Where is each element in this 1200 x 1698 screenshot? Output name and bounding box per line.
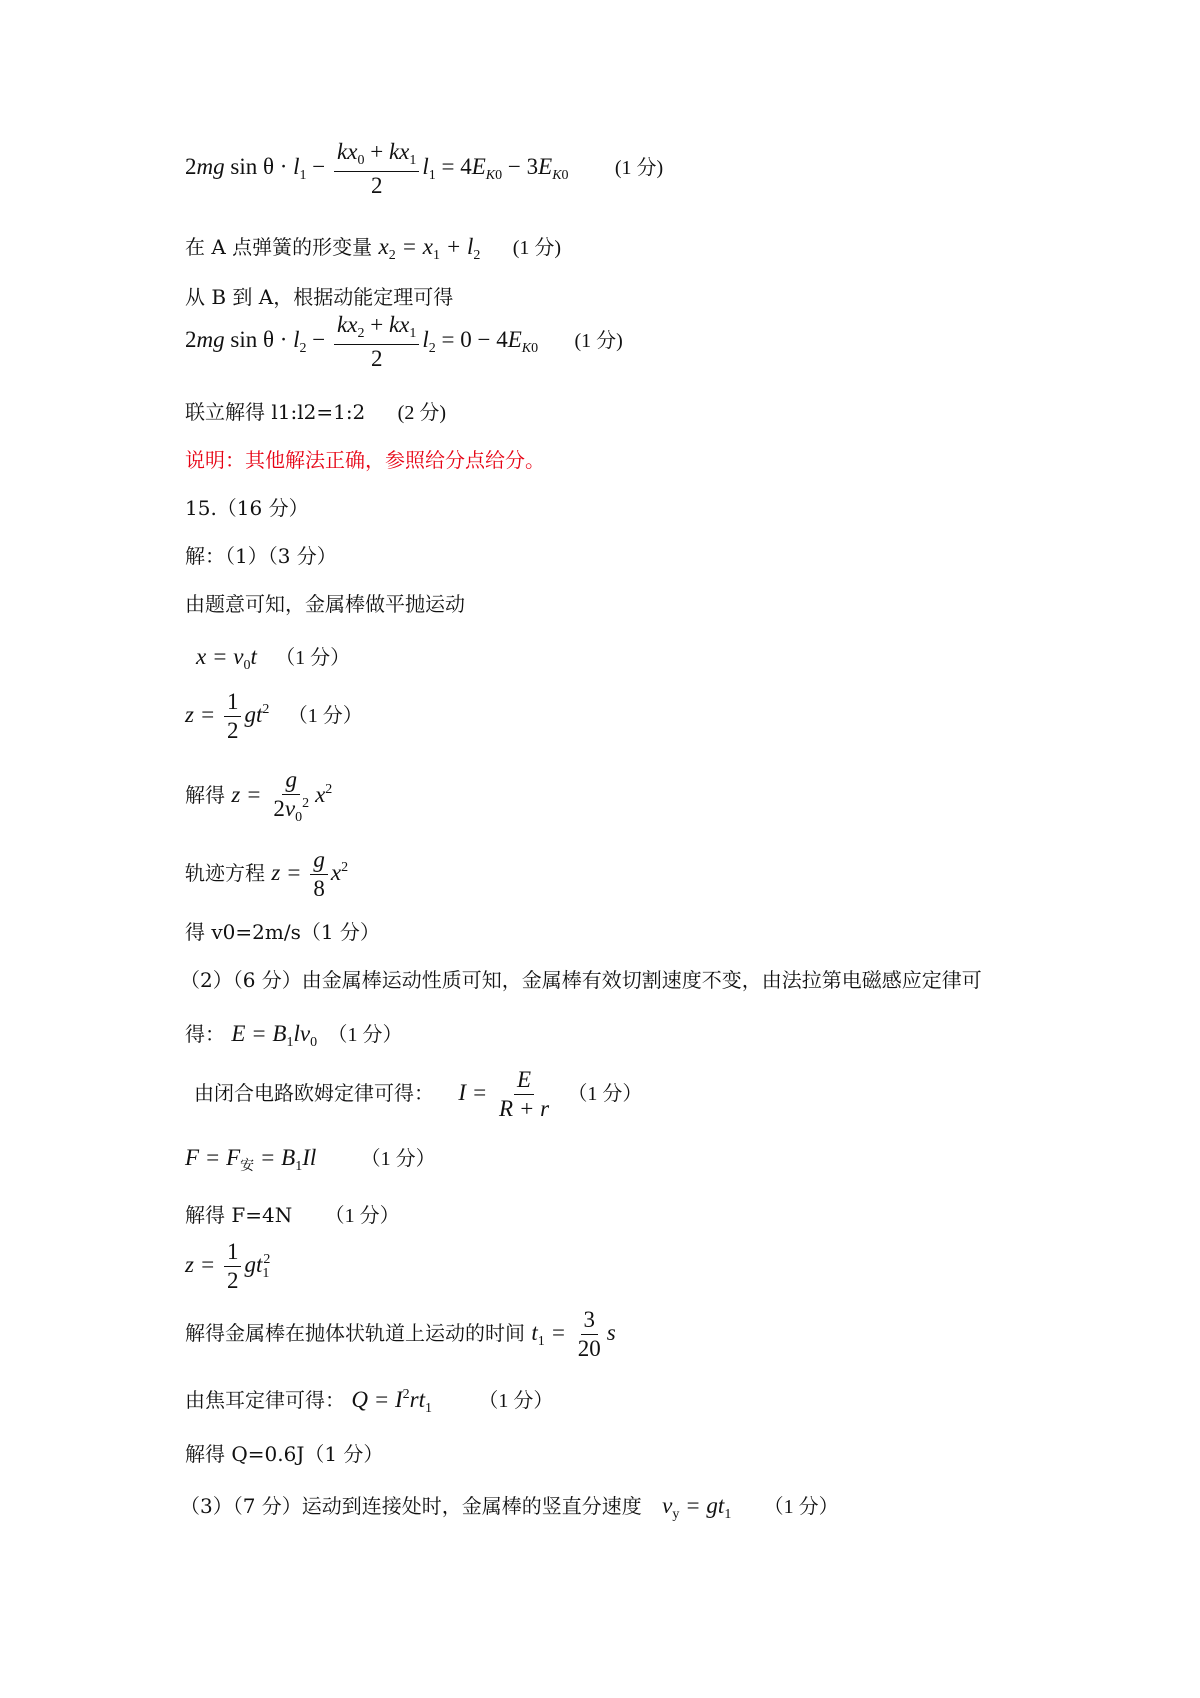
score-label: (2 分) [397,402,446,424]
equation-x2: $x_2 = x_1 + l_2$ [378,234,481,263]
score-label: （1 分） [763,1496,839,1518]
text-solve-label: 解得 [185,783,225,808]
problem-number-15 [185,498,309,518]
equation-heat: $Q = I^2rt_1$ [351,1387,432,1416]
text-v0-result: 得 v0=2m/s（1 分） [185,920,380,944]
text-line-2 [185,235,561,263]
equation-work-energy-1: 2mg $\sin \theta \cdot l_1$ − $\frac{kx_0 + kx_1}{2}$ $l_1 = 4E_{K0} - 3E_{K0}$ [185,139,569,198]
score-label: （1 分） [327,1024,403,1046]
text-line-14 [185,922,380,942]
equation-line-11 [185,690,363,743]
text-line-23 [185,1444,383,1464]
text-line-19 [185,1205,400,1226]
text-force-result: 解得 F=4N [185,1203,293,1227]
text-part-2-intro: （2）（6 分）由金属棒运动性质可知，金属棒有效切割速度不变，由法拉第电磁感应定律可 [180,968,982,992]
score-label: (1 分) [512,237,562,259]
text-ratio-result: 联立解得 l1:l2=1:2 [185,400,366,424]
text-line-3 [185,287,453,307]
equation-z-half-gt1sq: z = $\frac{1}{2}$ $gt_1^2$ [185,1239,271,1294]
text-line-5 [185,402,446,423]
equation-line-16 [185,1022,402,1050]
equation-line-22 [185,1388,553,1416]
equation-line-24 [180,1494,839,1522]
equation-vy: $v_y = gt_1$ [662,1493,732,1522]
text-joules-law: 由焦耳定律可得： [185,1388,345,1412]
text-obtain-label: 得： [185,1022,225,1046]
equation-line-13 [185,848,348,901]
text-trajectory-equation: 轨迹方程 [185,860,265,885]
score-label: （1 分） [567,1082,643,1105]
text-part-3-intro: （3）（7 分）运动到连接处时，金属棒的竖直分速度 [180,1494,642,1518]
equation-line-10 [196,645,350,673]
text-projectile-motion: 由题意可知，金属棒做平抛运动 [185,592,465,616]
problem-heading: 15.（16 分） [185,496,309,520]
score-label: （1 分） [360,1148,436,1170]
score-label: （1 分） [478,1390,554,1412]
note-alternative-solutions: 说明：其他解法正确，参照给分点给分。 [185,448,545,472]
score-label: （1 分） [287,704,363,727]
equation-line-20 [185,1240,270,1293]
equation-ampere-force: $F = F_安 = B_1Il$ [185,1145,317,1174]
equation-emf: $E = B_1lv_0$ [231,1021,318,1050]
text-line-9 [185,594,465,614]
equation-z-g-over-8: z = $\frac{g}{8}$ $x^2$ [271,847,349,902]
text-time-on-track: 解得金属棒在抛体状轨道上运动的时间 [185,1320,525,1345]
equation-z-g-over-2v0sq: z = $\frac{g}{2v_0^2}$ $x^2$ [231,767,333,826]
equation-t1: $t_1$ = $\frac{3}{20}$ s [531,1307,616,1362]
text-spring-deformation: 在 A 点弹簧的形变量 [185,235,373,259]
text-from-b-to-a: 从 B 到 A，根据动能定理可得 [185,285,454,309]
part-1-label: 解：（1）（3 分） [185,544,337,568]
equation-line-17 [194,1068,642,1121]
score-label: (1 分) [574,330,623,353]
equation-z-half-gt2: z = $\frac{1}{2}$ $gt^2$ [185,689,270,744]
solution-part-2-heading [180,970,982,990]
score-label: (1 分) [614,157,664,180]
equation-line-1 [185,140,663,198]
score-label: （1 分） [275,647,351,669]
text-heat-result: 解得 Q=0.6J（1 分） [185,1442,384,1466]
score-label: （1 分） [324,1205,400,1227]
solution-part-1-heading [185,546,337,566]
equation-line-12 [185,768,332,826]
equation-work-energy-2: 2mg $\sin \theta \cdot l_2$ − $\frac{kx_2 + kx_1}{2}$ $l_2 = 0 - 4E_{K0}$ [185,312,539,371]
text-ohms-law: 由闭合电路欧姆定律可得： [194,1080,434,1105]
equation-x-v0t: $x = v_0t$ [196,644,257,673]
equation-line-18 [185,1146,436,1174]
note-line [185,450,545,470]
equation-line-21 [185,1308,616,1361]
equation-line-4 [185,313,623,371]
equation-current: I = $\frac{E}{R + r}$ [458,1067,550,1122]
